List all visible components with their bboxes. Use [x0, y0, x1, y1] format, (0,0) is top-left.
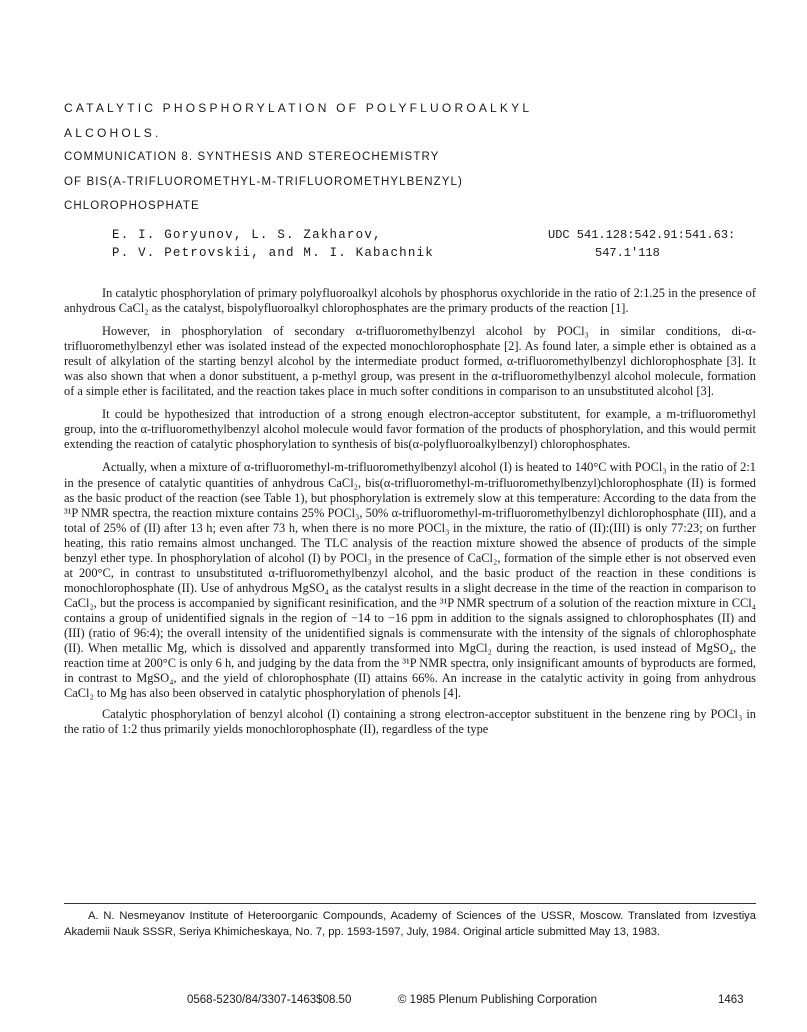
author-list — [112, 226, 434, 262]
page-number: 1463 — [718, 994, 744, 1006]
body-paragraph: Actually, when a mixture of α-trifluoromethyl-m-trifluoromethylbenzyl alcohol (I) is heated to 140°C with POCl₃ in the ratio of 2:1 in the presence of catalytic quantities of anhydrous CaCl₂, bis(α-trifluoromethyl-m-trifluoromethylbenzyl)chlorophosphate (II) is formed as the basic product of the reaction (see Table 1), but phosphorylation is extremely slow at this temperature: According to the data from the ³¹P NMR spectra, the reaction mixture contains 25% POCl₃, 50% α-trifluoromethyl-m-trifluoromethylbenzyl dichlorophosphate (III), and a total of 25% of (II) after 13 h; even after 73 h, when there is no more POCl₃ in the mixture, the ratio of (II):(III) is only 77:23; on further heating, this ratio remains almost unchanged. The TLC analysis of the reaction mixture showed the absence of products of the simple benzyl ether type. In phosphorylation of alcohol (I) by POCl₃ in the presence of CaCl₂, formation of the simple ether is not observed even at 200°C, in contrast to unsubstituted α-trifluoromethylbenzyl alcohol, and the basic product of the reaction in these conditions is monochlorophosphate (II). Use of anhydrous MgSO₄ as the catalyst results in a slight decrease in the time of the reaction in comparison to CaCl₂, but the process is accompanied by significant resinification, and the ³¹P NMR spectrum of a solution of the reaction mixture in CCl₄ contains a group of unidentified signals in the region of −14 to −16 ppm in addition to the signals assigned to chlorophosphates (II) and (III) (ratio of 96:4); the overall intensity of the unidentified signals is commensurate with the intensity of the signals of chlorophosphate (II). When metallic Mg, which is dissolved and apparently transformed into MgCl₂ during the reaction, is used instead of MgSO₄, the reaction time at 200°C is only 6 h, and judging by the data from the ³¹P NMR spectra, only insignificant amounts of byproducts are formed, in contrast to MgSO₄, and the yield of chlorophosphate (II) attains 66%. An increase in the catalytic activity in going from anhydrous CaCl₂ to Mg has also been observed in catalytic phosphorylation of phenols [4]. — [64, 460, 756, 701]
body-paragraph: In catalytic phosphorylation of primary polyfluoroalkyl alcohols by phosphorus oxychloride in the ratio of 2:1.25 in the presence of anhydrous CaCl₂ as the catalyst, bispolyfluoroalkyl chlorophosphates are the primary products of the reaction [1]. — [64, 286, 756, 316]
affiliation-footnote: A. N. Nesmeyanov Institute of Heteroorganic Compounds, Academy of Sciences of the USSR, Moscow. Translated from Izvestiya Akademii Nauk SSSR, Seriya Khimicheskaya, No. 7, pp. 1593-1597, July, 1984. Original article submitted May 13, 1983. — [64, 910, 756, 938]
article-title — [64, 96, 704, 219]
body-paragraph: It could be hypothesized that introduction of a strong enough electron-acceptor substitutent, for example, a m-trifluoromethyl group, into the α-trifluoromethylbenzyl alcohol molecule would favor formation of the products of phosphorylation, and this would permit extending the reaction of catalytic phosphorylation to synthesis of bis(α-polyfluoroalkylbenzyl) chlorophosphates. — [64, 407, 756, 452]
title-line: COMMUNICATION 8. SYNTHESIS AND STEREOCHEMISTRY — [64, 151, 440, 163]
body-text — [64, 286, 756, 745]
title-line: CATALYTIC PHOSPHORYLATION OF POLYFLUOROALKYL — [64, 101, 533, 115]
issn-code: 0568-5230/84/3307-1463$08.50 — [187, 994, 352, 1006]
copyright-notice: © 1985 Plenum Publishing Corporation — [398, 994, 597, 1006]
footnote-divider — [64, 903, 756, 904]
title-line: ALCOHOLS. — [64, 125, 162, 140]
author-line: E. I. Goryunov, L. S. Zakharov, — [112, 228, 382, 242]
udc-line: UDC 541.128:542.91:541.63: — [548, 228, 736, 242]
udc-code — [548, 226, 748, 262]
body-paragraph: Catalytic phosphorylation of benzyl alcohol (I) containing a strong electron-acceptor substituent in the benzene ring by POCl₃ in the ratio of 1:2 thus primarily yields monochlorophosphate (II), regardless of the type — [64, 707, 756, 737]
title-line: OF BIS(Α-TRIFLUOROMETHYL-M-TRIFLUOROMETHYLBENZYL) — [64, 175, 463, 188]
author-line: P. V. Petrovskii, and M. I. Kabachnik — [112, 246, 434, 260]
udc-line: 547.1'118 — [595, 246, 660, 260]
body-paragraph: However, in phosphorylation of secondary α-trifluoromethylbenzyl alcohol by POCl₃ in similar conditions, di-α-trifluoromethylbenzyl ether was isolated instead of the expected monochlorophosphate [2]. As found later, a simple ether is obtained as a result of alkylation of the starting benzyl alcohol by the intermediate product formed, α-trifluoromethylbenzyl dichlorophosphate [3]. It was also shown that when a donor substituent, a p-methyl group, was present in the α-trifluoromethylbenzyl alcohol molecule, formation of a simple ether is facilitated, and the reaction takes place in much softer conditions in comparison to an unsubstituted alcohol [3]. — [64, 324, 756, 399]
title-line: CHLOROPHOSPHATE — [64, 200, 200, 212]
